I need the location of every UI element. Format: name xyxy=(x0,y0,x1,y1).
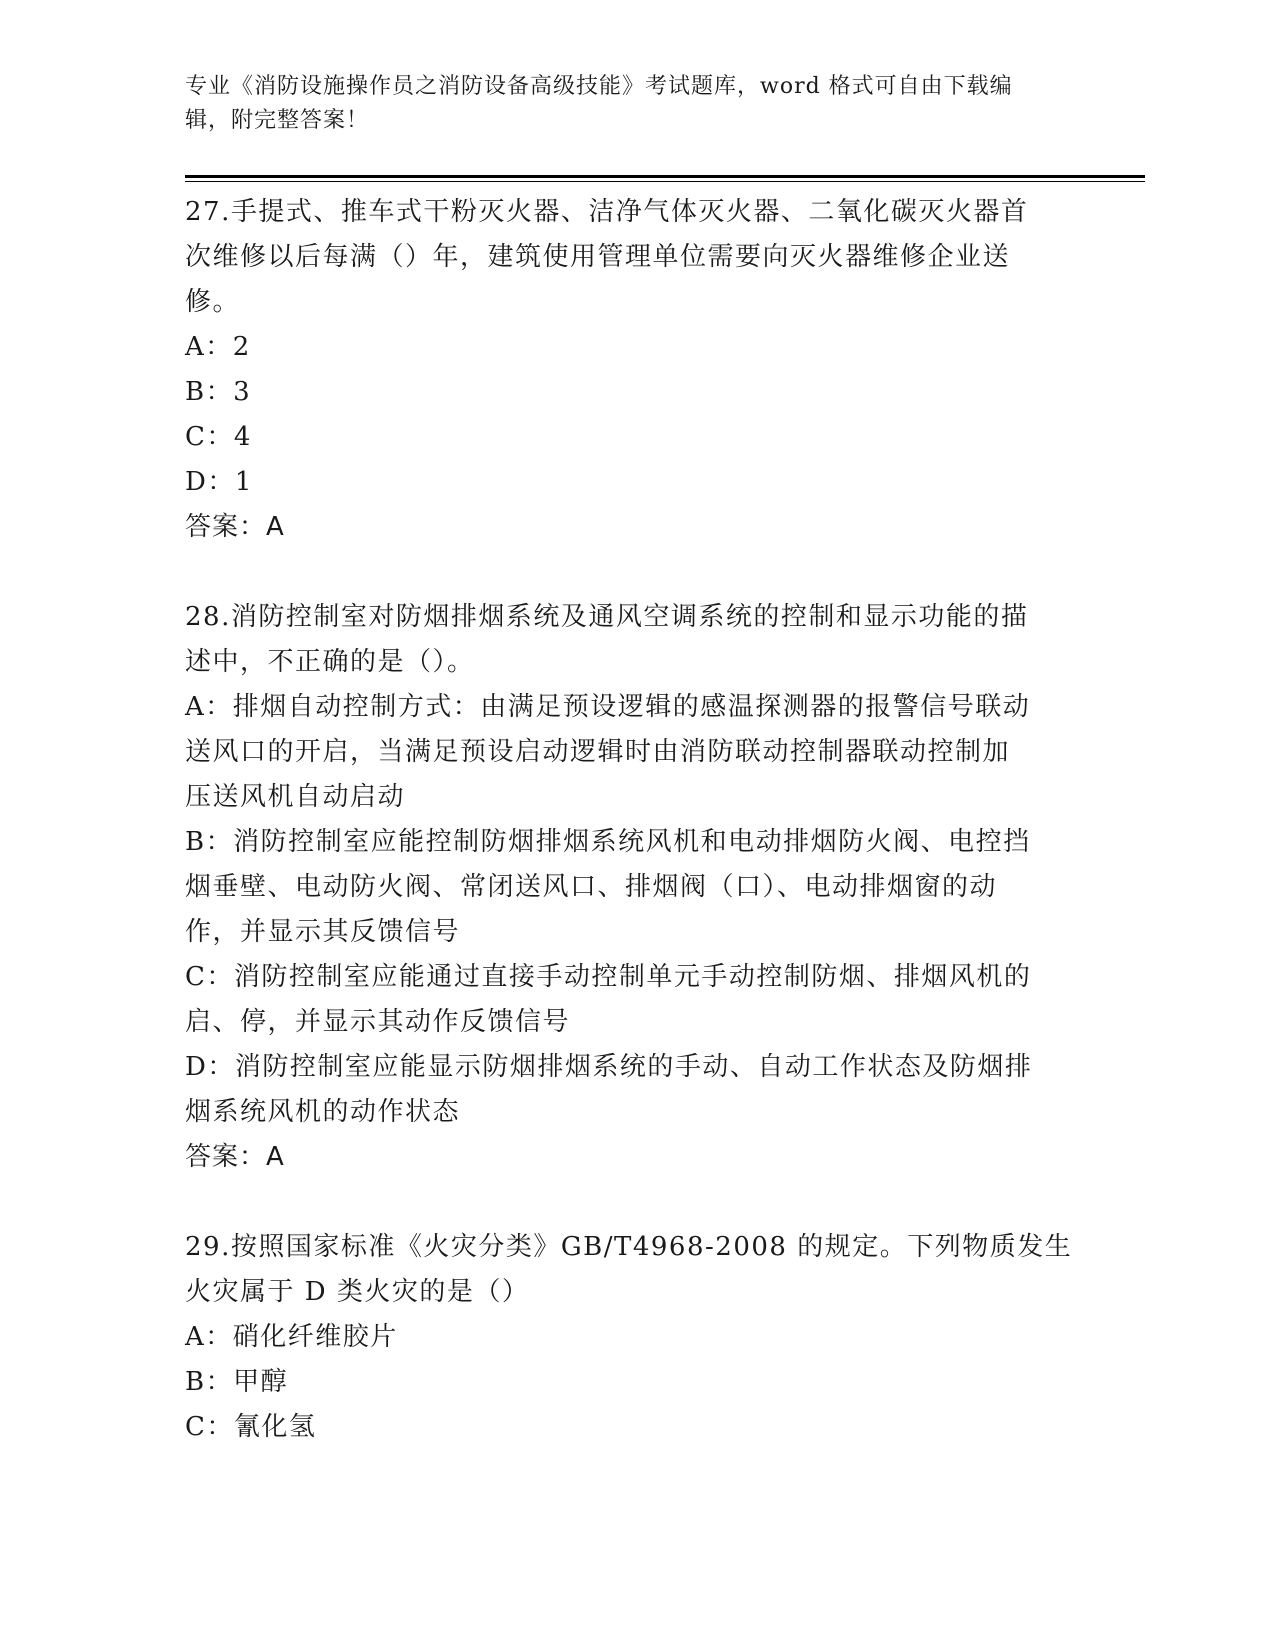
option-b-line: 作，并显示其反馈信号 xyxy=(185,917,461,947)
header-line-2: 辑，附完整答案！ xyxy=(185,108,370,133)
answer-label: 答案：A xyxy=(185,1142,285,1172)
option-a: A：2 xyxy=(185,332,251,362)
question-28 xyxy=(185,595,1085,1180)
option-d-line: 烟系统风机的动作状态 xyxy=(185,1097,461,1127)
answer-label: 答案：A xyxy=(185,512,285,542)
option-a-line: A：排烟自动控制方式：由满足预设逻辑的感温探测器的报警信号联动 xyxy=(185,692,1031,722)
option-d-line: D：消防控制室应能显示防烟排烟系统的手动、自动工作状态及防烟排 xyxy=(185,1052,1033,1082)
option-c: C：4 xyxy=(185,422,252,452)
option-b-line: 烟垂壁、电动防火阀、常闭送风口、排烟阀（口）、电动排烟窗的动 xyxy=(185,872,998,902)
option-a-line: 压送风机自动启动 xyxy=(185,782,406,812)
option-c-line: C：消防控制室应能通过直接手动控制单元手动控制防烟、排烟风机的 xyxy=(185,962,1032,992)
question-stem-line: 修。 xyxy=(185,287,241,317)
question-stem-line: 29.按照国家标准《火灾分类》GB/T4968-2008 的规定。下列物质发生 xyxy=(185,1232,1073,1262)
option-c-line: 启、停，并显示其动作反馈信号 xyxy=(185,1007,571,1037)
header-line-1: 专业《消防设施操作员之消防设备高级技能》考试题库，word 格式可自由下载编 xyxy=(185,74,1013,99)
option-b: B：甲醇 xyxy=(185,1367,289,1397)
question-29 xyxy=(185,1225,1085,1450)
option-a: A：硝化纤维胶片 xyxy=(185,1322,398,1352)
question-list xyxy=(185,190,1085,1450)
option-a-line: 送风口的开启，当满足预设启动逻辑时由消防联动控制器联动控制加 xyxy=(185,737,1011,767)
question-stem-line: 27.手提式、推车式干粉灭火器、洁净气体灭火器、二氧化碳灭火器首 xyxy=(185,197,1029,227)
option-b: B：3 xyxy=(185,377,252,407)
option-d: D：1 xyxy=(185,467,253,497)
question-stem-line: 述中，不正确的是（）。 xyxy=(185,647,475,677)
question-stem-line: 火灾属于 D 类火灾的是（） xyxy=(185,1277,530,1307)
header-divider-thick xyxy=(185,175,1145,178)
question-stem-line: 次维修以后每满（）年，建筑使用管理单位需要向灭火器维修企业送 xyxy=(185,242,1011,272)
option-c: C：氰化氢 xyxy=(185,1412,317,1442)
document-header xyxy=(185,70,1065,138)
spacer xyxy=(185,550,1085,595)
header-divider-thin xyxy=(185,181,1145,182)
question-27 xyxy=(185,190,1085,550)
option-b-line: B：消防控制室应能控制防烟排烟系统风机和电动排烟防火阀、电控挡 xyxy=(185,827,1031,857)
question-stem-line: 28.消防控制室对防烟排烟系统及通风空调系统的控制和显示功能的描 xyxy=(185,602,1029,632)
spacer xyxy=(185,1180,1085,1225)
